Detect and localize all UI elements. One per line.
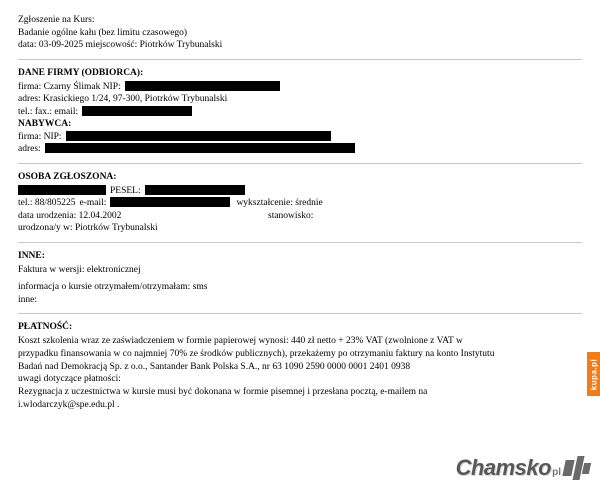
kupa-pl-side-tab [587,352,600,396]
payment-paragraph-line-1: Koszt szkolenia wraz ze zaświadczeniem w formie papierowej wynosi: 440 zł netto + 23% VAT (zwolnione z VAT w [18,336,463,346]
nabywca-adres-label: adres: [18,144,41,154]
person-pesel-row [18,185,582,198]
redaction-person-pesel [145,185,245,195]
person-birth-row [18,210,582,223]
company-firma-row [18,81,582,94]
chamsko-watermark [456,455,590,481]
watermark-text: Chamsko [455,455,552,480]
resignation-line-2: i.wlodarczyk@spe.edu.pl . [18,399,120,410]
company-contact-row [18,106,582,119]
section-heading-payment: PŁATNOŚĆ: [18,322,73,332]
payment-uwagi: uwagi dotyczące płatności: [18,374,121,385]
redaction-person-name [18,185,106,195]
payment-paragraph-line-2: przypadku finansowania w co najmniej 70% ze środków publicznych), przekażemy po otrzymaniu faktury na konto Instytutu [18,348,495,359]
redaction-company-contact [82,106,192,116]
divider-2 [18,163,582,164]
section-heading-person: OSOBA ZGŁOSZONA: [18,171,117,182]
resignation-line-1: Rezygnacja z uczestnictwa w kursie musi być dokonana w formie pisemnej i przesłana pocztą, e-mailem na [18,387,428,398]
person-pesel-label: PESEL: [110,185,141,196]
divider-3 [18,242,582,243]
form-date-line: data: 03-09-2025 miejscowość: Piotrków Trybunalski [18,40,223,50]
side-tab-label: kupa.pl [589,358,599,390]
redaction-nabywca-adres [45,143,355,153]
nabywca-firma-label: firma: NIP: [18,131,62,142]
nabywca-adres-row [18,143,582,156]
redaction-nabywca-nip [66,131,331,141]
payment-paragraph-line-3: Badań nad Demokracją Sp. z o.o., Santander Bank Polska S.A., nr 63 1090 2590 0000 0001 2401 0938 [18,361,411,372]
company-adres-row: adres: Krasickiego 1/24, 97-300, Piotrków Trybunalski [18,94,228,104]
divider-1 [18,59,582,60]
other-informacja: informacja o kursie otrzymałem/otrzymałam: sms [18,282,208,292]
other-faktura: Faktura w wersji: elektronicznej [18,264,141,275]
watermark-suffix: pl [552,467,561,478]
section-heading-nabywca: NABYWCA: [18,119,72,129]
person-urodzona-w: urodzona/y w: Piotrków Trybunalski [18,223,158,233]
form-title-line-1: Zgłoszenie na Kurs: [18,15,95,25]
person-wyksztalcenie: wykształcenie: średnie [236,198,323,208]
section-heading-company: DANE FIRMY (ODBIORCA): [18,67,144,78]
other-inne: inne: [18,294,37,305]
person-contact-row [18,197,582,210]
company-firma-label: firma: Czarny Ślimak NIP: [18,81,121,92]
divider-4 [18,313,582,314]
person-data-urodzenia: data urodzenia: 12.04.2002 [18,210,122,221]
watermark-mark-icon [564,456,590,480]
company-contact-label: tel.: fax.: email: [18,106,79,117]
form-title-line-2: Badanie ogólne kału (bez limitu czasowego) [18,27,188,38]
person-tel-label: tel.: 88/805225 [18,198,76,208]
person-stanowisko: stanowisko: [268,210,314,221]
redaction-company-nip [125,81,280,91]
redaction-person-email [110,197,230,207]
nabywca-firma-row [18,131,582,144]
section-heading-other: INNE: [18,250,45,261]
person-email-label: e-mail: [79,198,107,208]
